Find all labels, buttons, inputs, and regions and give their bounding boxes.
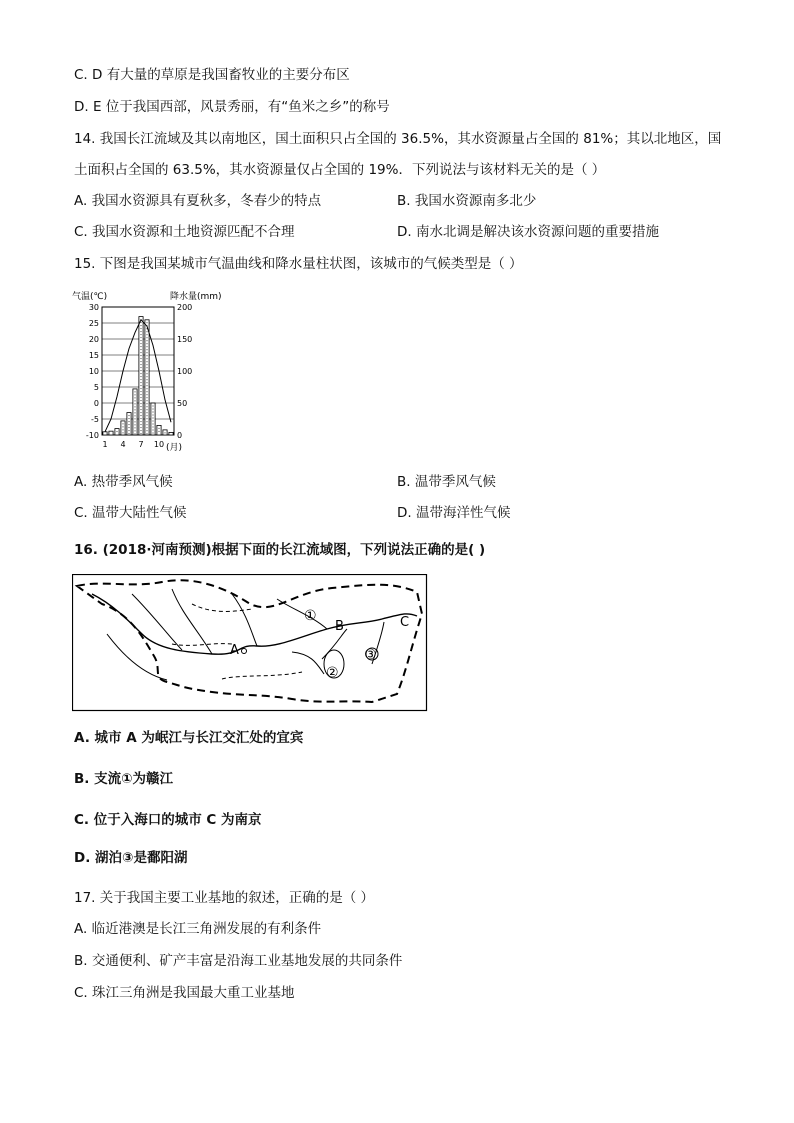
q15-option-c: C. 温带大陆性气候 (74, 505, 187, 521)
bar-stipple (135, 412, 136, 413)
bar-stipple (141, 343, 142, 344)
bar-stipple (129, 415, 130, 416)
bar-stipple (147, 403, 148, 404)
map-label-lake-2: ② (326, 665, 339, 681)
bar-stipple (141, 346, 142, 347)
x-tick: 10 (153, 440, 165, 449)
bar-stipple (129, 421, 130, 422)
bar-stipple (141, 427, 142, 428)
bar-stipple (147, 349, 148, 350)
bar-stipple (147, 409, 148, 410)
bar-stipple (135, 394, 136, 395)
bar-stipple (141, 331, 142, 332)
bar-stipple (147, 421, 148, 422)
bar-stipple (147, 322, 148, 323)
bar-stipple (147, 367, 148, 368)
q14-stem-line1: 14. 我国长江流域及其以南地区，国土面积只占全国的 36.5%，其水资源量占全国的 81%；其以北地区，国 (74, 131, 722, 147)
bar-stipple (141, 382, 142, 383)
bar-stipple (141, 325, 142, 326)
bar-stipple (141, 388, 142, 389)
q14-stem-line2: 土面积占全国的 63.5%，其水资源量仅占全国的 19%．下列说法与该材料无关的是（ ） (74, 162, 606, 178)
precip-bar (109, 431, 113, 435)
bar-stipple (147, 415, 148, 416)
bar-stipple (141, 394, 142, 395)
y-left-tick: 5 (93, 383, 99, 392)
bar-stipple (147, 430, 148, 431)
q15-option-d: D. 温带海洋性气候 (397, 505, 511, 521)
bar-stipple (141, 373, 142, 374)
bar-stipple (147, 355, 148, 356)
map-label-river-1: ① (304, 608, 317, 624)
bar-stipple (153, 418, 154, 419)
bar-stipple (135, 415, 136, 416)
bar-stipple (147, 340, 148, 341)
precip-bar (145, 320, 149, 435)
bar-stipple (135, 403, 136, 404)
bar-stipple (147, 370, 148, 371)
x-tick: 1 (102, 440, 108, 449)
map-label-a: A (230, 643, 239, 658)
x-tick: 7 (138, 440, 144, 449)
bar-stipple (147, 331, 148, 332)
bar-stipple (141, 400, 142, 401)
bar-stipple (159, 431, 160, 432)
q16-option-c: C. 位于入海口的城市 C 为南京 (74, 812, 262, 828)
y-left-tick: 0 (93, 399, 99, 408)
y-left-tick: -5 (91, 415, 99, 424)
bar-stipple (135, 409, 136, 410)
bar-stipple (147, 379, 148, 380)
bar-stipple (147, 394, 148, 395)
x-tick: 4 (120, 440, 126, 449)
q17-option-b: B. 交通便利、矿产丰富是沿海工业基地发展的共同条件 (74, 953, 403, 969)
bar-stipple (141, 361, 142, 362)
bar-stipple (141, 379, 142, 380)
bar-stipple (147, 406, 148, 407)
bar-stipple (141, 349, 142, 350)
y-right-tick: 50 (177, 399, 188, 408)
q16-option-b: B. 支流①为赣江 (74, 771, 174, 787)
bar-stipple (141, 415, 142, 416)
y-left-tick: 30 (88, 303, 99, 312)
bar-stipple (141, 370, 142, 371)
precip-bars (103, 317, 173, 435)
right-ticks (177, 303, 192, 440)
bar-stipple (141, 421, 142, 422)
option-d-prev: D. E 位于我国西部，风景秀丽，有“鱼米之乡”的称号 (74, 99, 390, 115)
y-left-tick: 10 (88, 367, 99, 376)
bar-stipple (141, 376, 142, 377)
bar-stipple (147, 418, 148, 419)
q14-option-d: D. 南水北调是解决该水资源问题的重要措施 (397, 224, 659, 240)
bar-stipple (153, 424, 154, 425)
bar-stipple (135, 433, 136, 434)
precip-bar (157, 425, 161, 435)
x-ticks (102, 440, 164, 449)
bar-stipple (147, 337, 148, 338)
bar-stipple (141, 412, 142, 413)
y-right-tick: 150 (177, 335, 193, 344)
bar-stipple (141, 418, 142, 419)
bar-stipple (147, 412, 148, 413)
bar-stipple (153, 421, 154, 422)
bar-stipple (141, 433, 142, 434)
bar-stipple (153, 430, 154, 431)
left-ticks (86, 303, 99, 440)
bar-stipple (147, 352, 148, 353)
bar-stipple (147, 358, 148, 359)
q15-option-b: B. 温带季风气候 (397, 474, 496, 490)
bar-stipple (141, 391, 142, 392)
bar-stipple (147, 373, 148, 374)
bar-stipple (123, 429, 124, 430)
precip-bar (103, 432, 107, 435)
q14-option-a: A. 我国水资源具有夏秋多，冬春少的特点 (74, 193, 322, 209)
bar-stipple (135, 391, 136, 392)
y-right-tick: 100 (177, 367, 193, 376)
y-right-label: 降水量(mm) (170, 292, 222, 302)
bar-stipple (141, 406, 142, 407)
yangtze-basin-map (72, 574, 428, 712)
y-left-tick: -10 (85, 431, 99, 440)
bar-stipple (129, 418, 130, 419)
bar-stipple (141, 397, 142, 398)
temp-line (105, 320, 171, 432)
bar-stipple (147, 433, 148, 434)
bar-stipple (141, 322, 142, 323)
bar-stipple (135, 430, 136, 431)
bar-stipple (153, 433, 154, 434)
bar-stipple (153, 415, 154, 416)
y-left-tick: 20 (88, 335, 99, 344)
bar-stipple (129, 424, 130, 425)
bar-stipple (147, 427, 148, 428)
y-left-tick: 15 (88, 351, 99, 360)
bar-stipple (135, 424, 136, 425)
bar-stipple (123, 432, 124, 433)
bar-stipple (129, 430, 130, 431)
bar-stipple (147, 388, 148, 389)
bar-stipple (141, 430, 142, 431)
bar-stipple (141, 358, 142, 359)
q17-option-a: A. 临近港澳是长江三角洲发展的有利条件 (74, 921, 322, 937)
bar-stipple (147, 376, 148, 377)
bar-stipple (141, 409, 142, 410)
bar-stipple (159, 428, 160, 429)
q14-option-b: B. 我国水资源南多北少 (397, 193, 537, 209)
map-label-lake-3: ③ (364, 647, 377, 663)
bar-stipple (141, 340, 142, 341)
bar-stipple (135, 400, 136, 401)
bar-stipple (147, 334, 148, 335)
option-c-prev: C. D 有大量的草原是我国畜牧业的主要分布区 (74, 67, 350, 83)
y-left-tick: 25 (88, 319, 99, 328)
bar-stipple (153, 412, 154, 413)
bar-stipple (147, 364, 148, 365)
q17-option-c: C. 珠江三角洲是我国最大重工业基地 (74, 985, 295, 1001)
bar-stipple (147, 397, 148, 398)
bar-stipple (141, 352, 142, 353)
bar-stipple (141, 334, 142, 335)
bar-stipple (147, 346, 148, 347)
bar-stipple (153, 406, 154, 407)
q16-option-d: D. 湖泊③是鄱阳湖 (74, 850, 188, 866)
bar-stipple (147, 385, 148, 386)
bar-stipple (153, 427, 154, 428)
bar-stipple (129, 427, 130, 428)
bar-stipple (135, 427, 136, 428)
x-unit-label: (月) (166, 443, 183, 453)
bar-stipple (129, 433, 130, 434)
bar-stipple (123, 423, 124, 424)
bar-stipple (147, 391, 148, 392)
y-right-tick: 0 (177, 431, 183, 440)
bar-stipple (135, 397, 136, 398)
bar-stipple (135, 418, 136, 419)
bar-stipple (135, 406, 136, 407)
bar-stipple (135, 421, 136, 422)
q16-option-a: A. 城市 A 为岷江与长江交汇处的宜宾 (74, 730, 304, 746)
bar-stipple (153, 409, 154, 410)
map-label-b: B (335, 619, 344, 634)
y-right-tick: 200 (177, 303, 193, 312)
bar-stipple (141, 328, 142, 329)
climate-chart (70, 287, 230, 457)
q14-option-c: C. 我国水资源和土地资源匹配不合理 (74, 224, 295, 240)
bar-stipple (147, 382, 148, 383)
bar-stipple (141, 385, 142, 386)
bar-stipple (165, 432, 166, 433)
y-left-label: 气温(℃) (72, 292, 108, 302)
q16-stem: 16. (2018·河南预测)根据下面的长江流域图，下列说法正确的是( ) (74, 542, 486, 558)
bar-stipple (147, 400, 148, 401)
bar-stipple (147, 361, 148, 362)
bar-stipple (147, 343, 148, 344)
bar-stipple (141, 355, 142, 356)
bar-stipple (141, 424, 142, 425)
q15-stem: 15. 下图是我国某城市气温曲线和降水量柱状图，该城市的气候类型是（ ） (74, 256, 523, 272)
bar-stipple (141, 367, 142, 368)
bar-stipple (141, 337, 142, 338)
bar-stipple (123, 426, 124, 427)
q15-option-a: A. 热带季风气候 (74, 474, 173, 490)
bar-stipple (141, 364, 142, 365)
precip-bar (169, 432, 173, 435)
q17-stem: 17. 关于我国主要工业基地的叙述，正确的是（ ） (74, 890, 375, 906)
bar-stipple (147, 424, 148, 425)
bar-stipple (141, 403, 142, 404)
bar-stipple (117, 431, 118, 432)
map-label-c: C (400, 615, 410, 630)
